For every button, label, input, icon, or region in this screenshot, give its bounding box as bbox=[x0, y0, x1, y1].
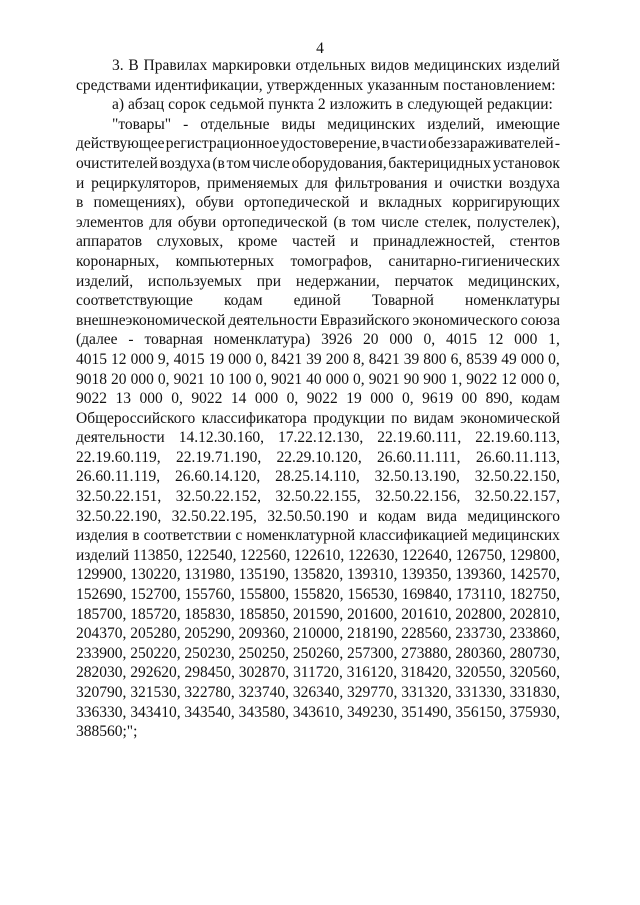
text-line: 3. В Правилах маркировки отдельных видов медицинских изделий bbox=[112, 57, 560, 74]
text-line: 388560;"; bbox=[76, 723, 138, 741]
text-line: 129900, 130220, 131980, 135190, 135820, 139310, 139350, 139360, 142570, bbox=[76, 566, 560, 584]
text-line: в помещениях), обуви ортопедической и вкладных корригирующих bbox=[76, 194, 560, 212]
text-line: изделия в соответствии с номенклатурной классификацией медицинских bbox=[76, 527, 560, 545]
text-line: 233900, 250220, 250230, 250250, 250260, 257300, 273880, 280360, 280730, bbox=[76, 644, 560, 662]
text-line: (далее - товарная номенклатура) 3926 20 000 0, 4015 12 000 1, bbox=[76, 331, 560, 349]
text-line: изделий 113850, 122540, 122560, 122610, 122630, 122640, 126750, 129800, bbox=[76, 546, 560, 564]
text-line: 32.50.22.151, 32.50.22.152, 32.50.22.155, 32.50.22.156, 32.50.22.157, bbox=[76, 488, 560, 506]
text-line: 152690, 152700, 155760, 155800, 155820, 156530, 169840, 173110, 182750, bbox=[76, 586, 560, 604]
paragraph-subclause-a bbox=[76, 95, 560, 115]
text-line: 320790, 321530, 322780, 323740, 326340, 329770, 331320, 331330, 331830, bbox=[76, 684, 560, 701]
text-line: 4015 12 000 9, 4015 19 000 0, 8421 39 200 8, 8421 39 800 6, 8539 49 000 0, bbox=[76, 350, 560, 368]
text-line: изделий, используемых при недержании, перчаток медицинских, bbox=[76, 272, 560, 290]
text-line: 9022 13 000 0, 9022 14 000 0, 9022 19 000 0, 9619 00 890, кодам bbox=[76, 390, 560, 408]
text-line: внешнеэкономической деятельности Евразийского экономического союза bbox=[76, 311, 560, 329]
text-line: и рециркуляторов, применяемых для фильтрования и очистки воздуха bbox=[76, 174, 560, 192]
text-line: действующее регистрационное удостоверение, в части обеззараживателей - bbox=[76, 135, 560, 153]
text-line: "товары" - отдельные виды медицинских изделий, имеющие bbox=[112, 115, 560, 133]
paragraph-clause-3 bbox=[76, 56, 560, 95]
text-line: соответствующие кодам единой Товарной номенклатуры bbox=[76, 292, 560, 310]
text-line: очистителей воздуха (в том числе оборудования, бактерицидных установок bbox=[76, 154, 560, 172]
text-line: 26.60.11.119, 26.60.14.120, 28.25.14.110, 32.50.13.190, 32.50.22.150, bbox=[76, 468, 560, 486]
text-line: средствами идентификации, утвержденных указанным постановлением: bbox=[76, 76, 556, 94]
text-line: 9018 20 000 0, 9021 10 100 0, 9021 40 000 0, 9021 90 900 1, 9022 12 000 0, bbox=[76, 370, 560, 388]
text-line: деятельности 14.12.30.160, 17.22.12.130, 22.19.60.111, 22.19.60.113, bbox=[76, 429, 560, 447]
document-body bbox=[76, 56, 560, 742]
text-line: а) абзац сорок седьмой пункта 2 изложить в следующей редакции: bbox=[112, 96, 553, 114]
text-line: 336330, 343410, 343540, 343580, 343610, 349230, 351490, 356150, 375930, bbox=[76, 703, 560, 721]
page-number: 4 bbox=[316, 40, 324, 57]
text-line: элементов для обуви ортопедической (в том числе стелек, полустелек), bbox=[76, 213, 560, 231]
text-line: коронарных, компьютерных томографов, санитарно-гигиенических bbox=[76, 252, 560, 270]
text-line: 204370, 205280, 205290, 209360, 210000, 218190, 228560, 233730, 233860, bbox=[76, 625, 560, 643]
text-line: 282030, 292620, 298450, 302870, 311720, 316120, 318420, 320550, 320560, bbox=[76, 664, 560, 682]
text-line: аппаратов слуховых, кроме частей и принадлежностей, стентов bbox=[76, 233, 560, 251]
text-line: 32.50.22.190, 32.50.22.195, 32.50.50.190 и кодам вида медицинского bbox=[76, 507, 560, 525]
text-line: 22.19.60.119, 22.19.71.190, 22.29.10.120, 26.60.11.111, 26.60.11.113, bbox=[76, 448, 560, 466]
paragraph-goods-definition bbox=[76, 115, 560, 742]
text-line: 185700, 185720, 185830, 185850, 201590, 201600, 201610, 202800, 202810, bbox=[76, 605, 560, 623]
text-line: Общероссийского классификатора продукции по видам экономической bbox=[76, 409, 560, 427]
